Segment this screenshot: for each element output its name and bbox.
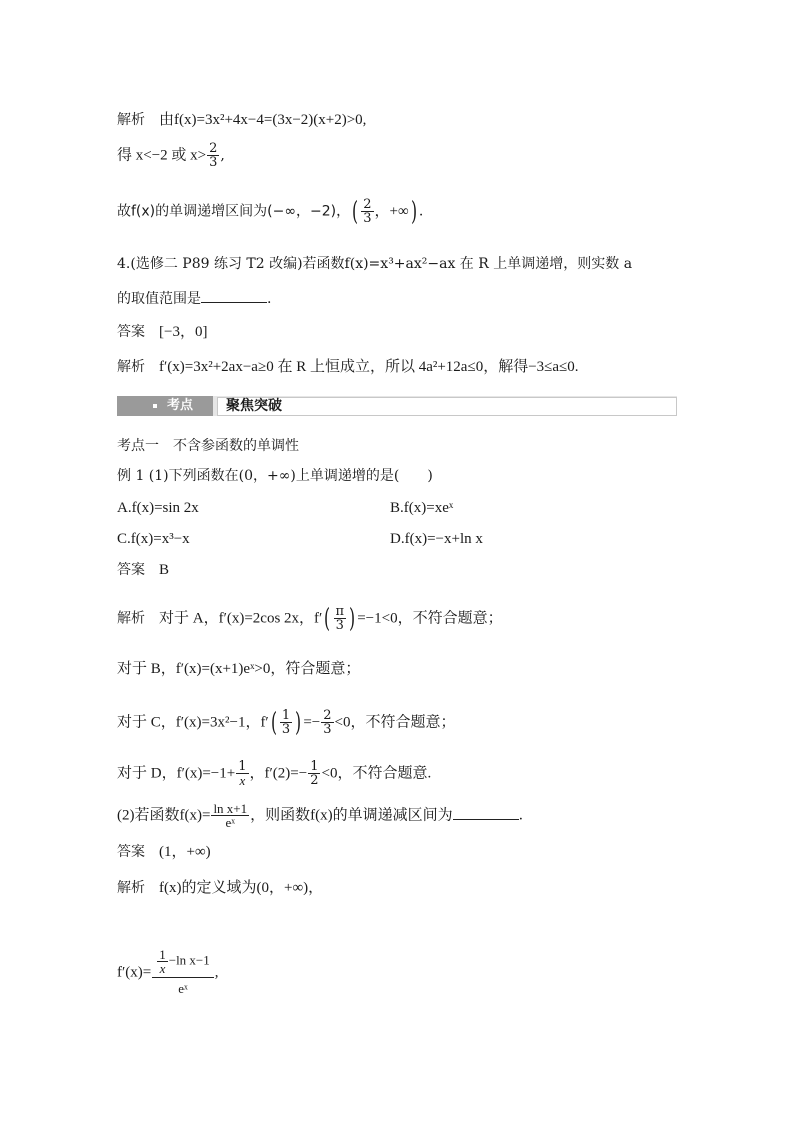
answer-value: [−3，0] xyxy=(159,324,208,340)
paren-close: ) xyxy=(410,196,417,227)
fraction: $\frac{2}{3}$ xyxy=(323,708,332,737)
analysis-d: 对于 D，f′(x)=−1+ $\frac{1}{x}$ ，f′(2)=− $\frac{1}{2}$ <0，不符合题意. xyxy=(117,759,432,788)
option-d: D.f(x)=−x+ln x xyxy=(390,531,483,547)
compound-fraction: $\frac{1}{x}$ −ln x−1 eˣ xyxy=(152,948,214,997)
answer-label: 答案 xyxy=(117,844,145,860)
analysis-label: 解析 xyxy=(117,359,145,375)
option-c: C.f(x)=x³−x xyxy=(117,531,190,547)
analysis-line xyxy=(117,357,579,377)
answer-label: 答案 xyxy=(117,324,145,340)
inequality-text: 由f(x)=3x²+4x−4=(3x−2)(x+2)>0, xyxy=(159,112,367,128)
fraction: $\frac{\text{ln x+1}}{\text{eˣ}}$ xyxy=(213,801,248,830)
analysis-line-1 xyxy=(117,110,366,130)
question-4-text: 4.(选修二 P89 练习 T2 改编)若函数f(x)=x³+ax²−ax 在 R 上单调递增，则实数 a xyxy=(117,256,633,272)
analysis-line: 解析 f(x)的定义域为(0，+∞)， xyxy=(117,880,324,896)
analysis-a: 解析 对于 A，f′(x)=2cos 2x，f′( $\frac{\pi}{3}$ ) =−1<0，不符合题意； xyxy=(117,603,503,634)
section-tag: 考点 xyxy=(117,396,213,416)
solution-text: 得 x<−2 或 x> xyxy=(117,147,207,164)
question-4-line-1 xyxy=(117,254,632,274)
analysis-label: 解析 xyxy=(117,880,145,896)
analysis-label: 解析 xyxy=(117,112,145,128)
fraction: $\frac{2}{3}$ xyxy=(209,141,218,170)
analysis-line-3: 故f(x)的单调递增区间为(−∞，−2)，( $\frac{2}{3}$ ，+∞) . xyxy=(117,196,424,227)
answer-value: B xyxy=(159,562,170,578)
fraction: $\frac{\pi}{3}$ xyxy=(335,604,345,633)
answer-blank xyxy=(453,805,519,820)
answer-blank xyxy=(201,288,267,303)
fraction: $\frac{1}{3}$ xyxy=(281,708,291,737)
answer-line xyxy=(117,560,169,580)
derivative-expression: f′(x)= $\frac{1}{x}$ −ln x−1 eˣ , xyxy=(117,947,219,996)
fraction: $\frac{1}{x}$ xyxy=(238,759,247,788)
topic-heading-text: 考点一 不含参函数的单调性 xyxy=(117,438,299,454)
interval-end: ，+∞ xyxy=(374,203,409,220)
fraction: $\frac{2}{3}$ xyxy=(363,197,372,226)
analysis-label: 解析 xyxy=(117,610,145,627)
analysis-c: 对于 C，f′(x)=3x²−1，f′( $\frac{1}{3}$ ) =− $\frac{2}{3}$ <0，不符合题意； xyxy=(117,707,456,738)
answer-label: 答案 xyxy=(117,562,145,578)
answer-line xyxy=(117,322,207,342)
punct: , xyxy=(220,147,225,164)
option-b: B.f(x)=xeˣ xyxy=(390,500,454,516)
section-header-bar xyxy=(117,396,677,416)
question-2: (2)若函数f(x)= $\frac{\text{ln x+1}}{\text{eˣ}}$ ，则函数f(x)的单调递减区间为 . xyxy=(117,801,524,830)
topic-heading xyxy=(117,436,299,456)
analysis-line-2 xyxy=(117,142,225,169)
interval-text: 故f(x)的单调递增区间为(−∞，−2)， xyxy=(117,203,351,220)
analysis-b: 对于 B，f′(x)=(x+1)eˣ>0，符合题意； xyxy=(117,661,361,677)
answer-value: (1，+∞) xyxy=(159,844,211,860)
example-question xyxy=(117,466,433,486)
answer-line xyxy=(117,842,211,862)
option-a: A.f(x)=sin 2x xyxy=(117,500,199,516)
question-4-line-2: 的取值范围是 . xyxy=(117,288,271,309)
analysis-text: f′(x)=3x²+2ax−a≥0 在 R 上恒成立，所以 4a²+12a≤0，解得−3≤a≤0. xyxy=(159,359,579,375)
paren-open: ( xyxy=(352,196,359,227)
fraction: $\frac{1}{2}$ xyxy=(310,759,319,788)
example-question-text: 例 1 (1)下列函数在(0，+∞)上单调递增的是( ) xyxy=(117,468,433,484)
section-title: 聚焦突破 xyxy=(217,397,677,416)
question-4-text-2: 的取值范围是 xyxy=(117,291,201,307)
